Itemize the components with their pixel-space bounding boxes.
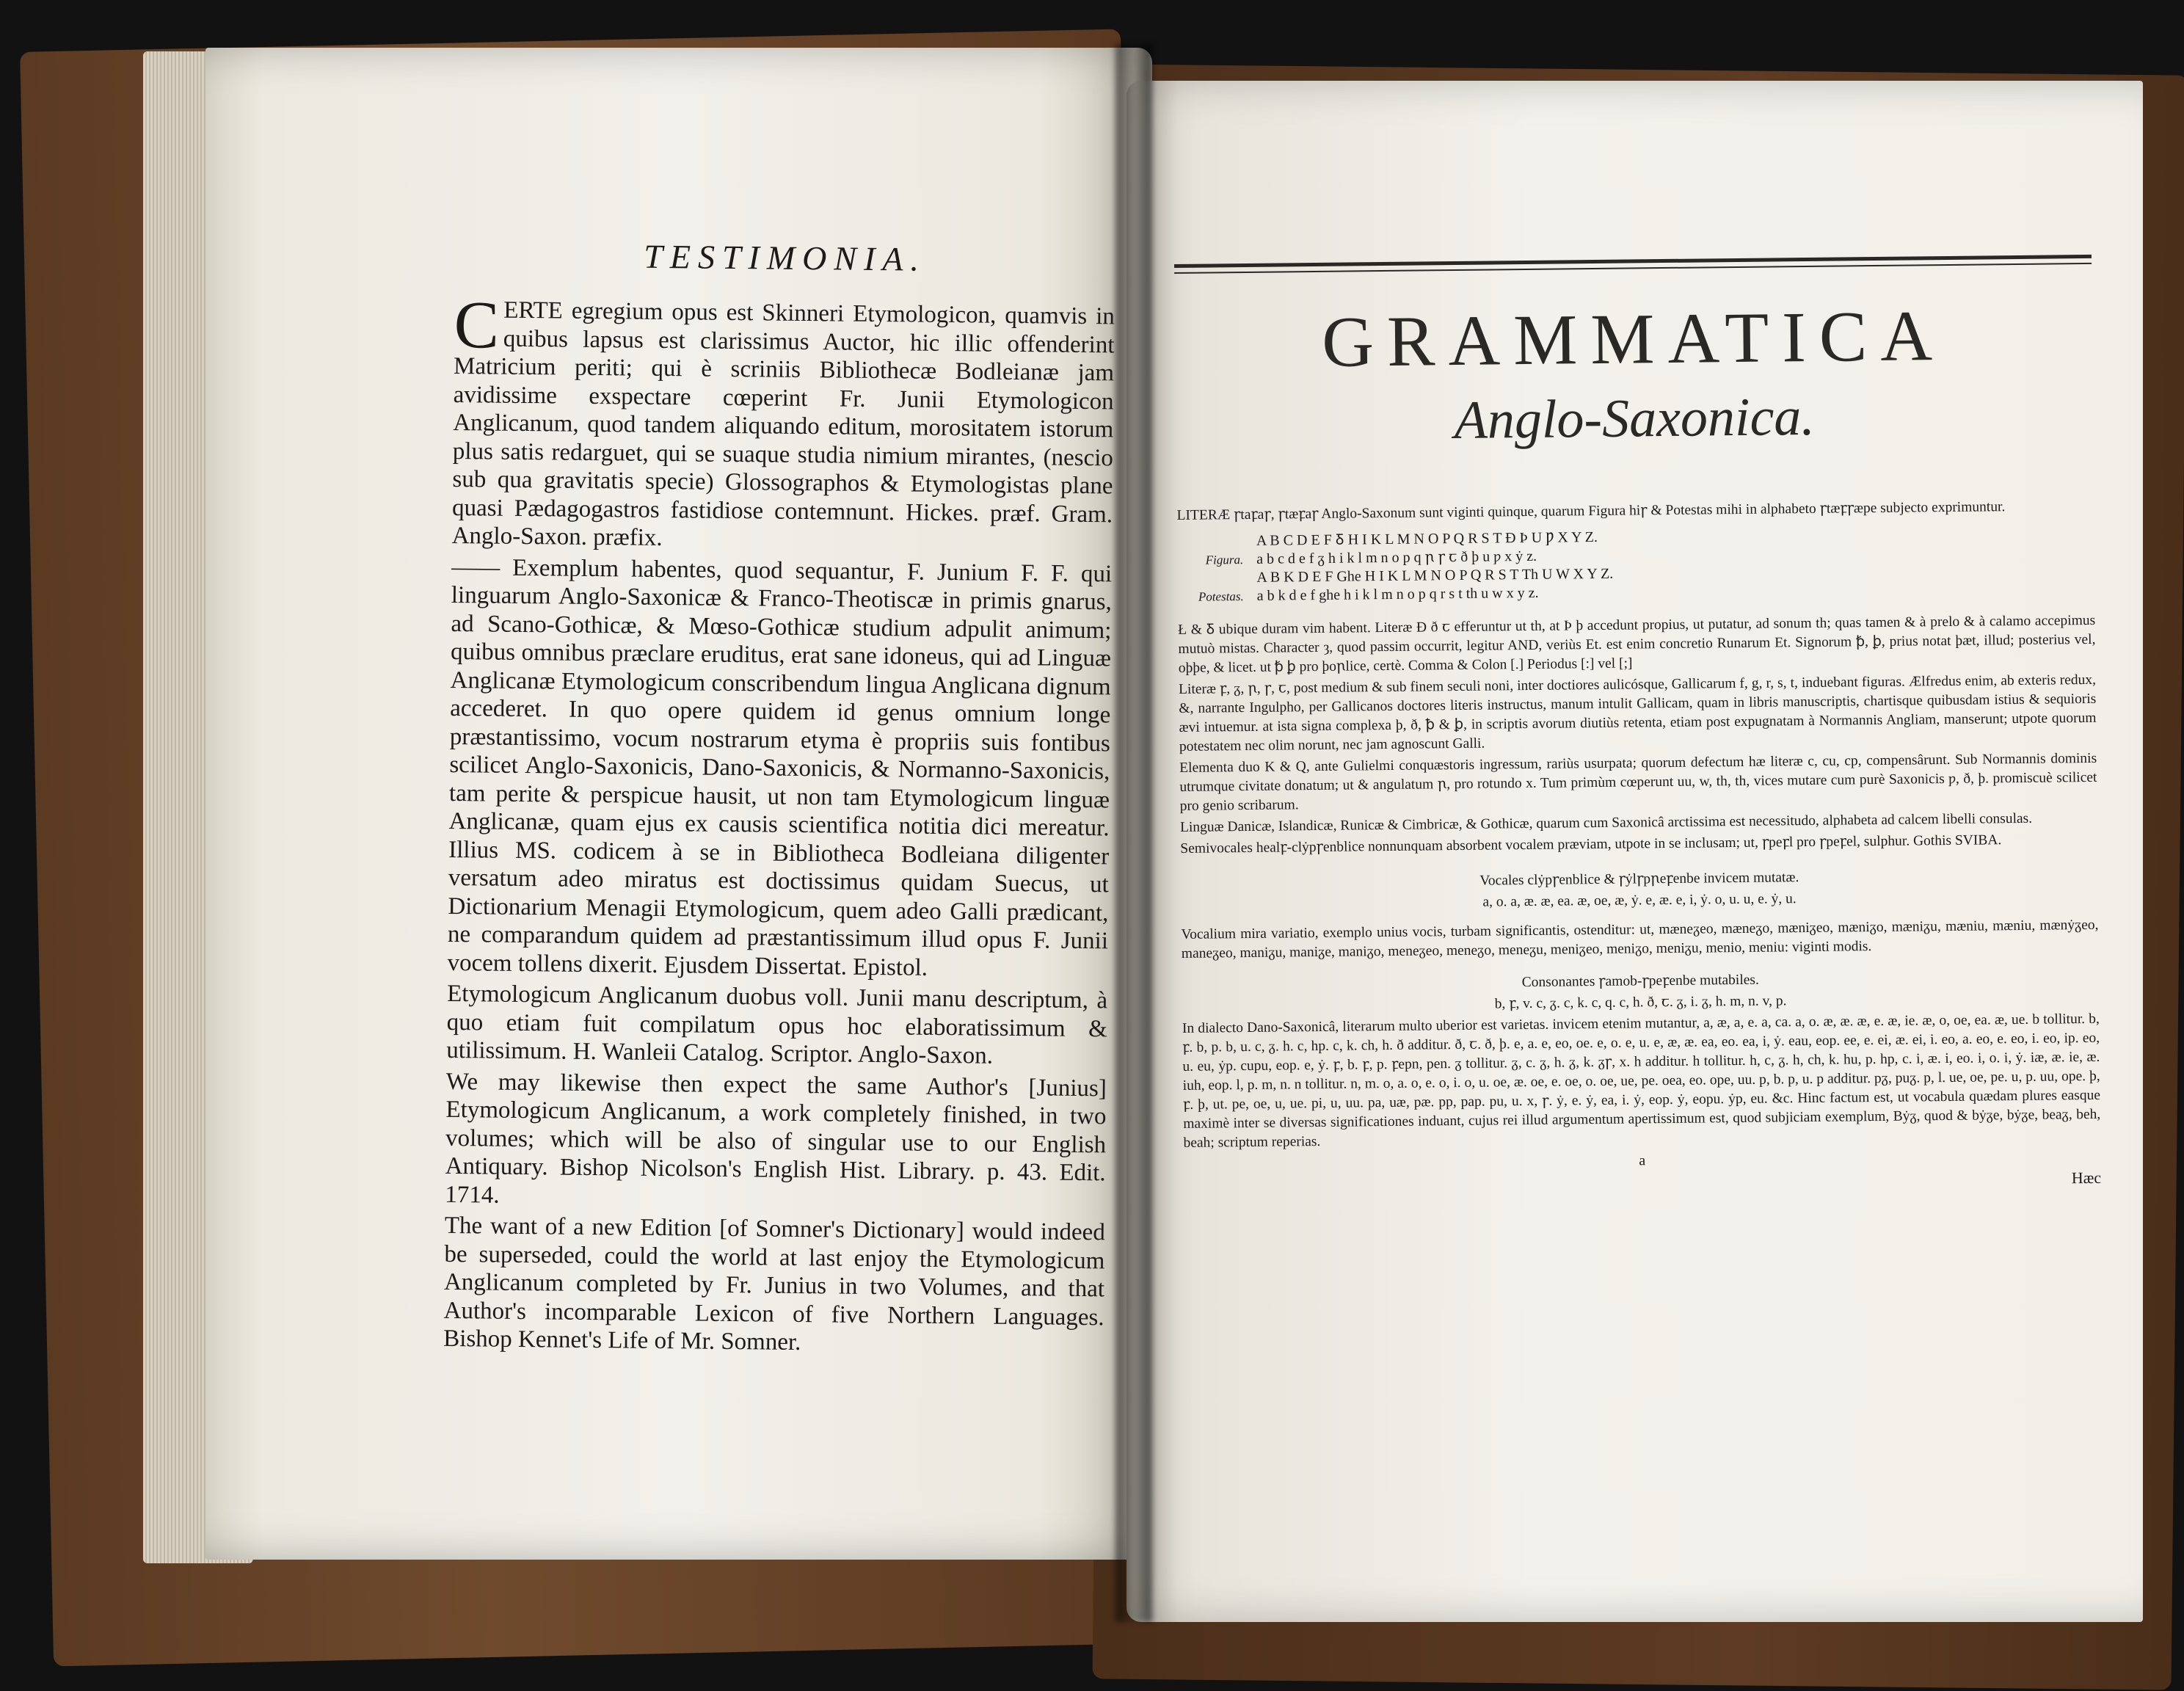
consonants-line: b, ꝼ, v. c, ᵹ. c, k. c, q. c, h. ð, ꞇ. ᵹ, i. ᵹ, h. m, n. v, p. bbox=[1494, 993, 1787, 1012]
left-paragraph-1: CERTE egregium opus est Skinneri Etymologicon, quamvis in quibus lapsus est clarissimus Auctor, hic illic offenderint Matricium periti; qui è scriniis Bibliothecæ Bodleianæ jam avidissime exspectare cœperint Fr. Junii Etymologicon Anglicanum, quod tandem aliquando editum, morositatem istorum plus satis redarguet, qui se suaque studia nimium mirantes, (nescio sub qua gravitatis specie) Glossographos & Etymologistas plane quasi Pædagogastros fastidiose contemnunt. Hickes. præf. Gram. Anglo-Saxon. præfix. bbox=[451, 286, 1115, 551]
left-page-text bbox=[443, 235, 1115, 1363]
right-paragraph-2: Literæ ꝼ, ᵹ, ꞃ, ꞅ, ꞇ, post medium & sub finem seculi noni, inter doctiores aulicósque, Gallicarum f, g, r, s, t, induebant figuras. Ælfredus enim, ab exteris redux, &, narrante Ingulpho, per Gallicanos doctores literis instructus, manum intulit Gallicam, quam in libris manuscriptis, chartisque quibusdam istius & sequioris ævi intuemur. at ista signa complexa þ, ð, ꝥ & ꝧ, in scriptis avorum diutiùs retenta, etiam post expugnatam à Normannis Angliam, manserunt; utpote quorum potestatem nec olim norunt, nec jam agnoscunt Galli. bbox=[1178, 672, 2097, 754]
potestas-label: Potestas. bbox=[1198, 589, 1244, 604]
intro-paragraph: LITERÆ ꞅtaꝼaꞅ, ꞅtæꝼaꞅ Anglo-Saxonum sunt viginti quinque, quarum Figura hiꞅ & Potestas mihi in alphabeto ꞅtæꝼꞅæpe subjecto exprimuntur. bbox=[1176, 499, 2006, 523]
left-body bbox=[443, 286, 1115, 1360]
left-paragraph-4: We may likewise then expect the same Author's [Junius] Etymologicum Anglicanum, a work completely finished, in two volumes; which will be also of singular use to our English Antiquary. Bishop Nicolson's English Hist. Library. p. 43. Edit. 1714. bbox=[445, 1068, 1107, 1209]
figura-upper-row: A B C D E F Ᵹ H I K L M N O P Q R S T Ð Þ U Ƿ X Y Z. bbox=[1256, 528, 1598, 549]
figura-label: Figura. bbox=[1205, 553, 1244, 567]
left-paragraph-2: —— Exemplum habentes, quod sequantur, F. Junium F. F. qui linguarum Anglo-Saxonicæ & Franco-Theotiscæ in primis gnarus, ad Scano-Gothicæ, & Mœso-Gothicæ studium adpulit animum; quibus omnibus præclare eruditus, erat sane idoneus, qui ad Linguæ Anglicanæ Etymologicum conscribendum lingua Anglicana dignum accederet. In quo opere quidem id genus omnium longe præstantissimo, vocum nostrarum etyma è propriis suis fontibus scilicet Anglo-Saxonicis, Dano-Saxonicis, & Normanno-Saxonicis, tam perite & perspicue hausit, ut non tam Etymologicum linguæ Anglicanæ, quam ejus ex causis scientifica notitia dici mereatur. Illius MS. codicem à se in Bibliotheca Bodleiana diligenter versatum adeo miratus est doctissimus quidam Suecus, ut Dictionarium Menagii Etymologicum, quem adeo Galli prædicant, ne comparandum quidem ad præstantissimum illud opus F. Junii vocem tollens dixerit. Ejusdem Dissertat. Epistol. bbox=[447, 553, 1113, 981]
signature-mark: a bbox=[1639, 1152, 1646, 1169]
right-body bbox=[1176, 497, 2101, 1197]
drop-cap: C bbox=[454, 286, 500, 363]
potestas-lower-row: Potestas. a b k d e f ghe h i k l m n o p q r s t th u w x y z. bbox=[1178, 578, 2095, 606]
left-paragraph-3: Etymologicum Anglicanum duobus voll. Junii manu descriptum, à quo etiam fuit compilatum opus hoc elaboratissimum & utilissimum. H. Wanleii Catalog. Scriptor. Anglo-Saxon. bbox=[446, 980, 1108, 1069]
dano-saxonic-paragraph: In dialecto Dano-Saxonicâ, literarum multo uberior est varietas. invicem etenim mutantur, a, æ, a, e. a, ca. a, o. æ, æ. æ, e. æ, ie. æ, o, oe, ea. æ, ue. b tollitur. b, ꝼ. b, p. b, u. c, ᵹ. h. c, hp. c, k. ch, h. ð additur. ð, ꞇ. ð, þ. e, a. e, eo, oe. e, o. e, u. e, æ, æ. ea, eo. ea, i, ẏ. eau, eop. ee, e. ei, æ. ei, i. eo, a. eo, e. eo, i. eo, ip. eo, u. eu, ẏp. cupu, eop. e, ẏ. ꝼ, b. ꝼ, p. ꝼepn, pen. ᵹ tollitur. ᵹ, c. ᵹ, h. ᵹ, k. ᵹꞅ, x. h additur. h tollitur. h, c, ᵹ. h, ch, k. hu, p. hp, c. i, æ. i, eo. i, o. i, ẏ. iæ, æ. ie, æ. iuh, eop. l, p. m, n. n tollitur. n, m. o, a. o, e. o, i. o, u. oe, æ. oe, e. oe, o. oe, ue, pe. oea, eo. ope, uu. p, b. p, u. p additur. pᵹ, puᵹ. p, l. ue, oe, pe. u, p. uu, ope. þ, ꝼ. þ, ut. pe, oe, u, ue. pi, u, uu. pa, uæ, pæ. pp, pap. pu, u. x, ꞅ. ẏ, e. ẏ, ea, i. ẏ, eop. ẏ, eopu. ẏp, eu. &c. Hinc factum est, ut vocabula quædam plures easque maximè inter se diversas significationes induant, cujus rei illud argumentum apertissimum est, quod subjiciam exemplum, Bẏᵹ, quod & bẏᵹe, bẏᵹe, beaᵹ, beh, beah; scriptum reperias. bbox=[1182, 1011, 2101, 1151]
book-gutter bbox=[1115, 44, 1152, 1622]
left-heading: TESTIMONIA. bbox=[644, 237, 927, 278]
catchword: Hæc bbox=[2071, 1168, 2102, 1188]
left-paragraph-5: The want of a new Edition [of Somner's Dictionary] would indeed be superseded, could the world at last enjoy the Etymologicum Anglicanum completed by Fr. Junius in two Volumes, and that Author's incomparable Lexicon of five Northern Languages. Bishop Kennet's Life of Mr. Somner. bbox=[443, 1212, 1106, 1356]
vocalium-paragraph: Vocalium mira variatio, exemplo unius vocis, turbam significantis, ostenditur: ut, mæneᵹeo, mæneᵹo, mæniᵹeo, mæniᵹo, mæniᵹu, mæniu, mæniu, mænẏᵹeo, maneᵹeo, maniᵹu, maniᵹe, maniᵹo, meneᵹeo, meneᵹo, meneᵹu, meniᵹeo, meniᵹo, meniᵹu, menio, meniu: viginti modis. bbox=[1181, 917, 2099, 961]
page-subtitle: Anglo-Saxonica. bbox=[1454, 386, 1816, 451]
page-title: GRAMMATICA bbox=[1321, 297, 1946, 382]
alphabet-table bbox=[1177, 523, 2095, 606]
right-page-text bbox=[1174, 255, 2101, 1197]
right-paragraph-5: Semivocales healꝼ-clẏpꞅenblice nonnunquam absorbent vocalem præviam, utpote in se inclusam; ut, ꞅpeꝼl pro ꞅpeꝼel, sulphur. Gothis SVIBA. bbox=[1180, 832, 2002, 857]
vowels-heading: Vocales clẏpꞅenblice & ꞅẏlꞅpꞃeꝼenbe invicem mutatæ. bbox=[1479, 870, 1799, 889]
right-paragraph-1: Ł & Ᵹ ubique duram vim habent. Literæ Ð ð ꞇ efferuntur ut th, at Þ þ accedunt propius, ut putatur, ad sonum th; quas tamen & à prelo & à calamo accepimus mutuò mistas. Character ȝ, quod passim occurrit, legitur AND, veriùs Et. est enim concretio Runarum Et. Signorum ꝥ, ꝧ, prius notat þæt, illud; posterius vel, oþþe, & licet. ut ꝥ ꝧ pro þoꞃlice, certè. Comma & Colon [.] Periodus [:] vel [;] bbox=[1178, 612, 2096, 676]
right-paragraph-4: Linguæ Danicæ, Islandicæ, Runicæ & Cimbricæ, & Gothicæ, quarum cum Saxonicâ arctissima est necessitudo, alphabeta ad calcem libelli consulas. bbox=[1179, 810, 2033, 835]
consonants-heading: Consonantes ꞅamob-ꞅpeꝼenbe mutabiles. bbox=[1521, 972, 1759, 991]
potestas-upper-row: A B K D E F Ghe H I K L M N O P Q R S T Th U W X Y Z. bbox=[1256, 565, 1614, 586]
right-paragraph-3: Elementa duo K & Q, ante Gulielmi conquæstoris ingressum, rariùs usurpata; quorum defectum hæ literæ c, cu, cp, compensârunt. Sub Normannis dominis utrumque civitate donatum; ut & angulatum ꞃ, pro rotundo x. Tum primùm cœperunt uu, w, th, th, vices mutare cum purè Saxonicis ƿ, ð, þ. promiscuè scilicet pro genio scribarum. bbox=[1179, 750, 2097, 814]
figura-lower-row: Figura. a b c d e f ᵹ h i k l m n o p q ꞃ ꞅ ꞇ ð þ u ƿ x ẏ z. bbox=[1177, 542, 2094, 570]
vowels-line: a, o. a, æ. æ, ea. æ, oe, æ, ẏ. e, æ. e, i, ẏ. o, u. u, e. ẏ, u. bbox=[1482, 891, 1797, 910]
